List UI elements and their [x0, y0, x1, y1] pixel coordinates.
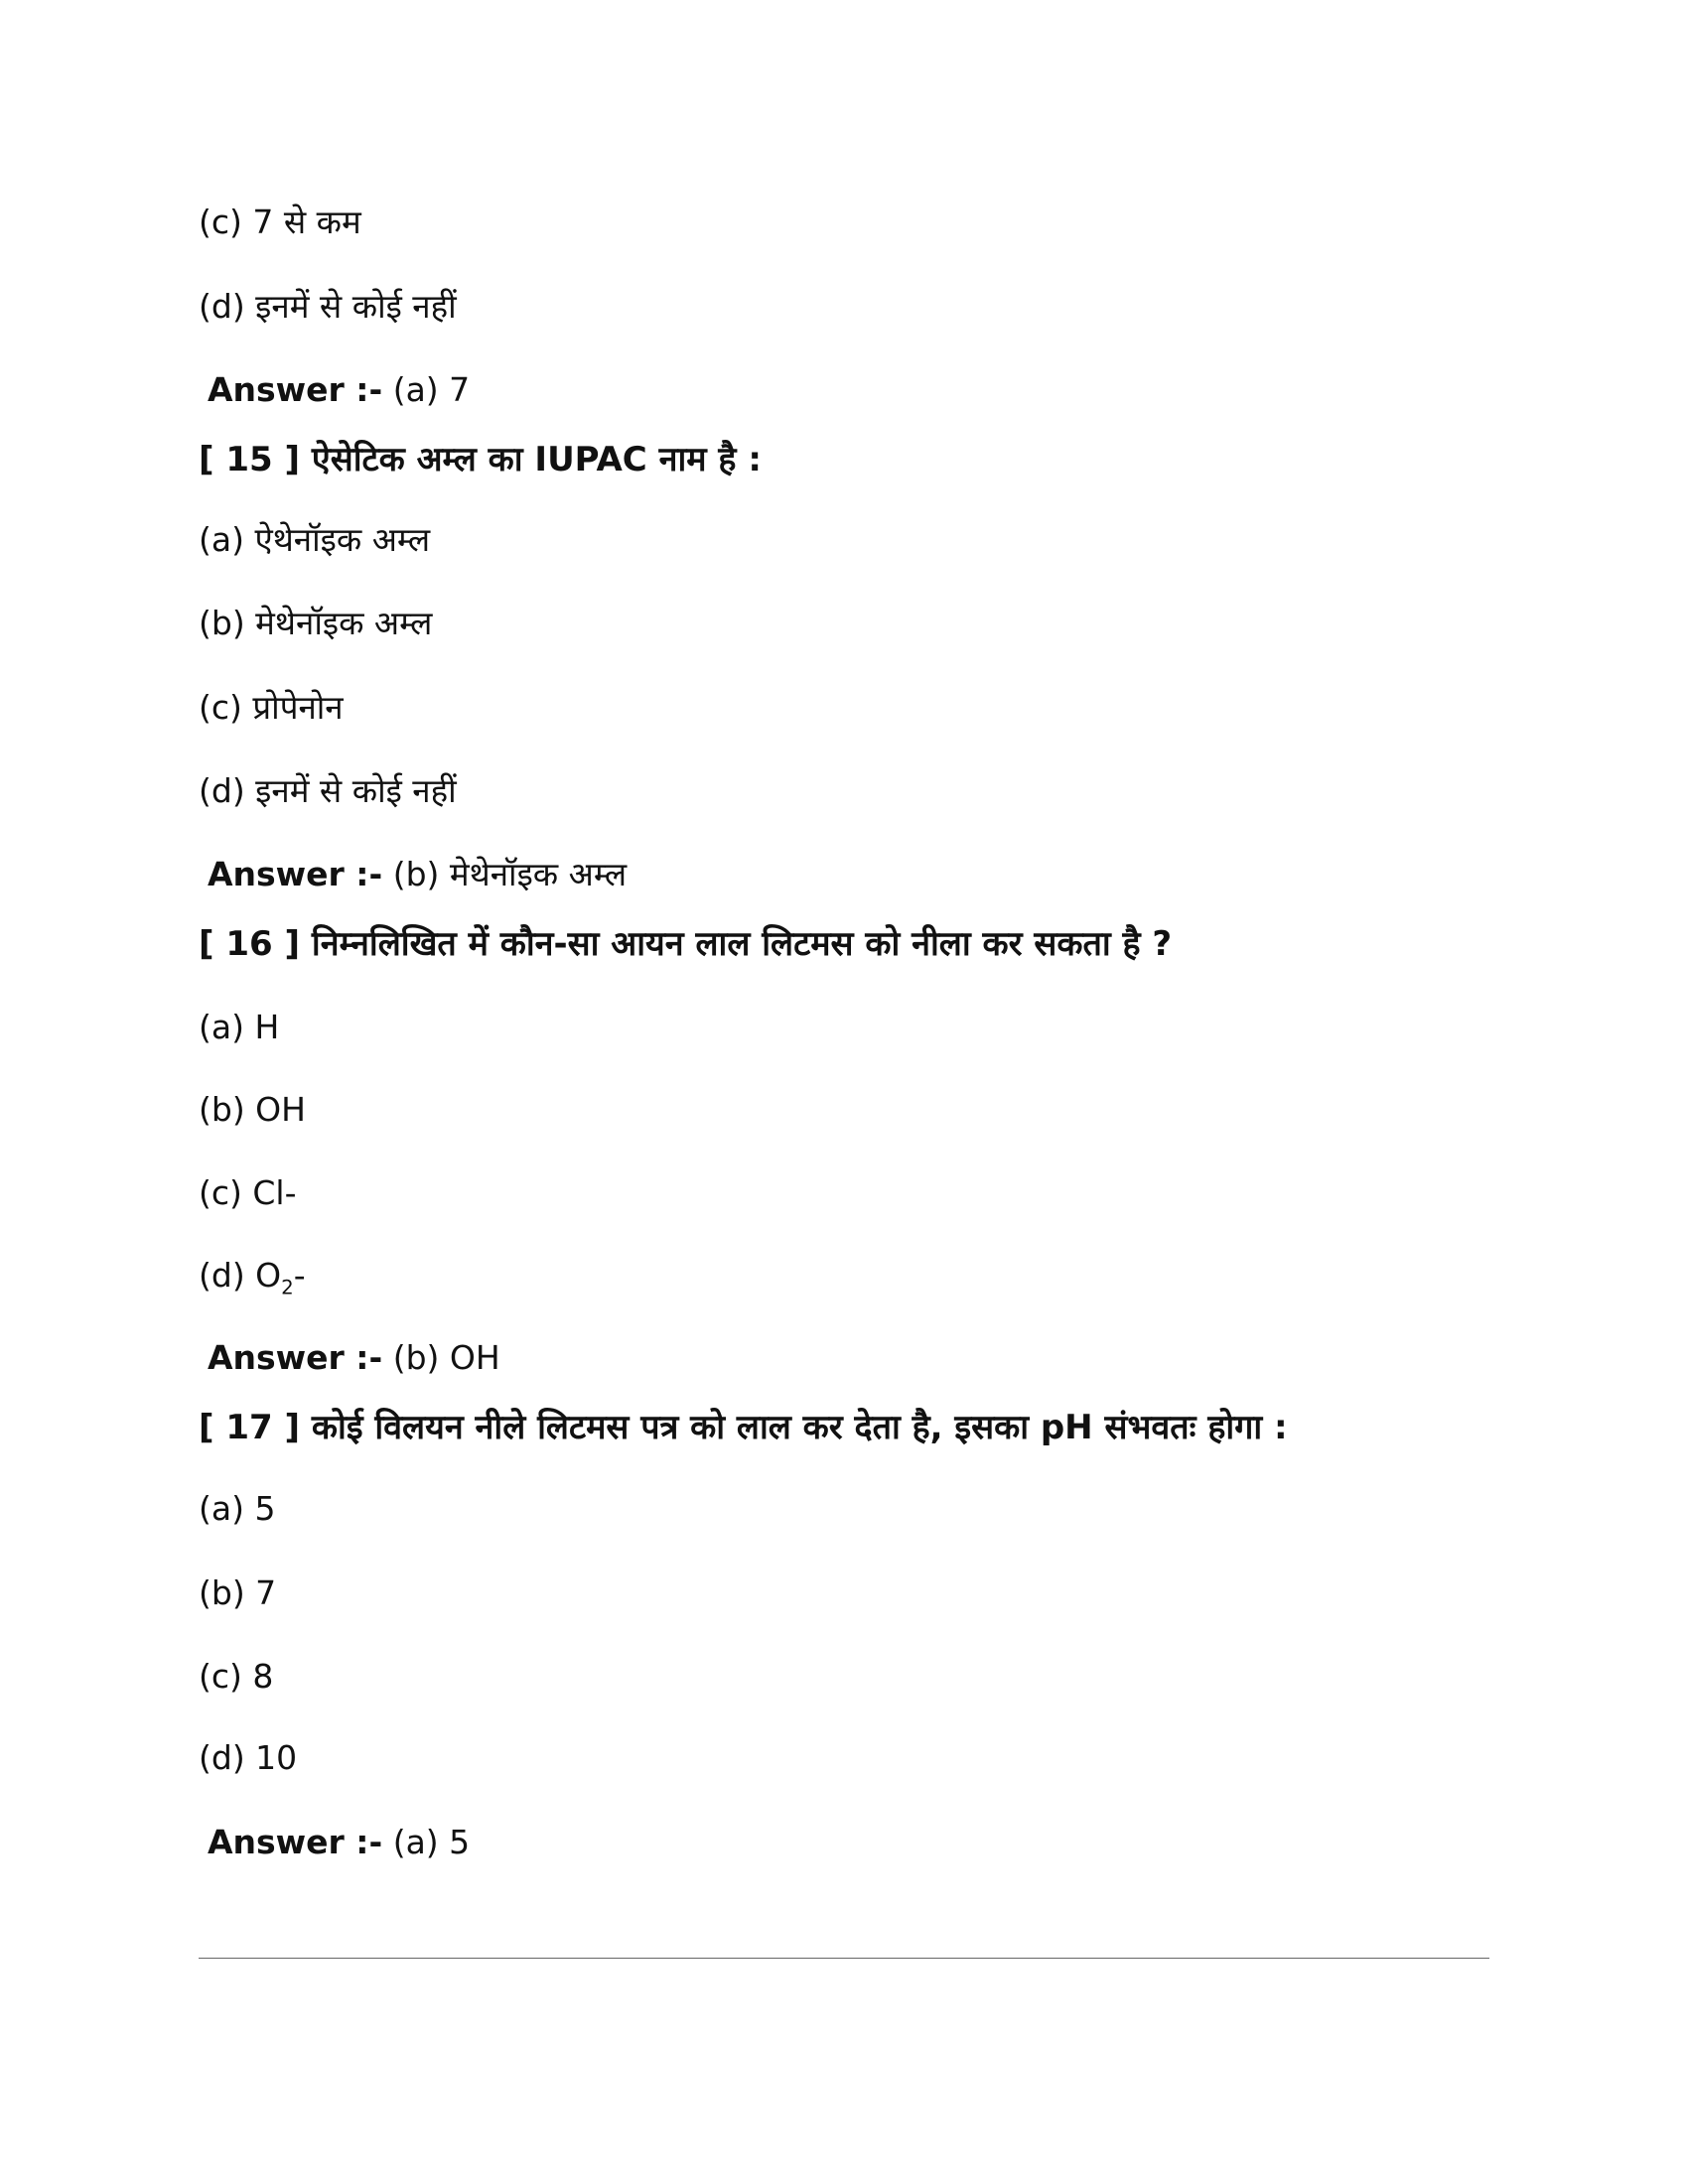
subscript: 2 [281, 1276, 294, 1299]
answer-line [208, 1336, 500, 1380]
option-d [199, 1254, 306, 1310]
answer-line [208, 853, 627, 896]
answer-value: (a) 7 [392, 370, 471, 409]
option-b: (b) 7 [199, 1573, 277, 1612]
question-15: [ 15 ] ऐसेटिक अम्ल का IUPAC नाम है : [199, 440, 762, 479]
answer-value: (b) OH [392, 1338, 500, 1377]
question-17: [ 17 ] कोई विलयन नीले लिटमस पत्र को लाल कर देता है, इसका pH संभवतः होगा : [199, 1408, 1288, 1447]
answer-line [208, 368, 470, 412]
answer-value: (a) 5 [392, 1823, 471, 1861]
option-a: (a) H [199, 1008, 280, 1046]
option-a: (a) 5 [199, 1489, 276, 1528]
answer-label: Answer :- [208, 370, 383, 409]
answer-value: (b) मेथेनॉइक अम्ल [392, 855, 628, 893]
option-b: (b) OH [199, 1090, 306, 1129]
option-d-text: (d) O [199, 1256, 282, 1295]
option-c: (c) प्रोपेनोन [199, 688, 344, 727]
answer-label: Answer :- [208, 1823, 383, 1861]
option-a: (a) ऐथेनॉइक अम्ल [199, 520, 431, 559]
option-b: (b) मेथेनॉइक अम्ल [199, 604, 433, 642]
answer-line [208, 1821, 470, 1864]
option-d: (d) 10 [199, 1738, 298, 1777]
option-c: (c) 7 से कम [199, 203, 361, 241]
footer-divider [199, 1958, 1489, 1959]
option-d: (d) इनमें से कोई नहीं [199, 287, 457, 326]
charge: - [293, 1256, 306, 1295]
option-c: (c) Cl- [199, 1173, 297, 1212]
answer-label: Answer :- [208, 1338, 383, 1377]
question-16: [ 16 ] निम्नलिखित में कौन-सा आयन लाल लिटमस को नीला कर सकता है ? [199, 924, 1173, 964]
option-c: (c) 8 [199, 1657, 274, 1696]
answer-label: Answer :- [208, 855, 383, 893]
option-d: (d) इनमें से कोई नहीं [199, 771, 457, 810]
